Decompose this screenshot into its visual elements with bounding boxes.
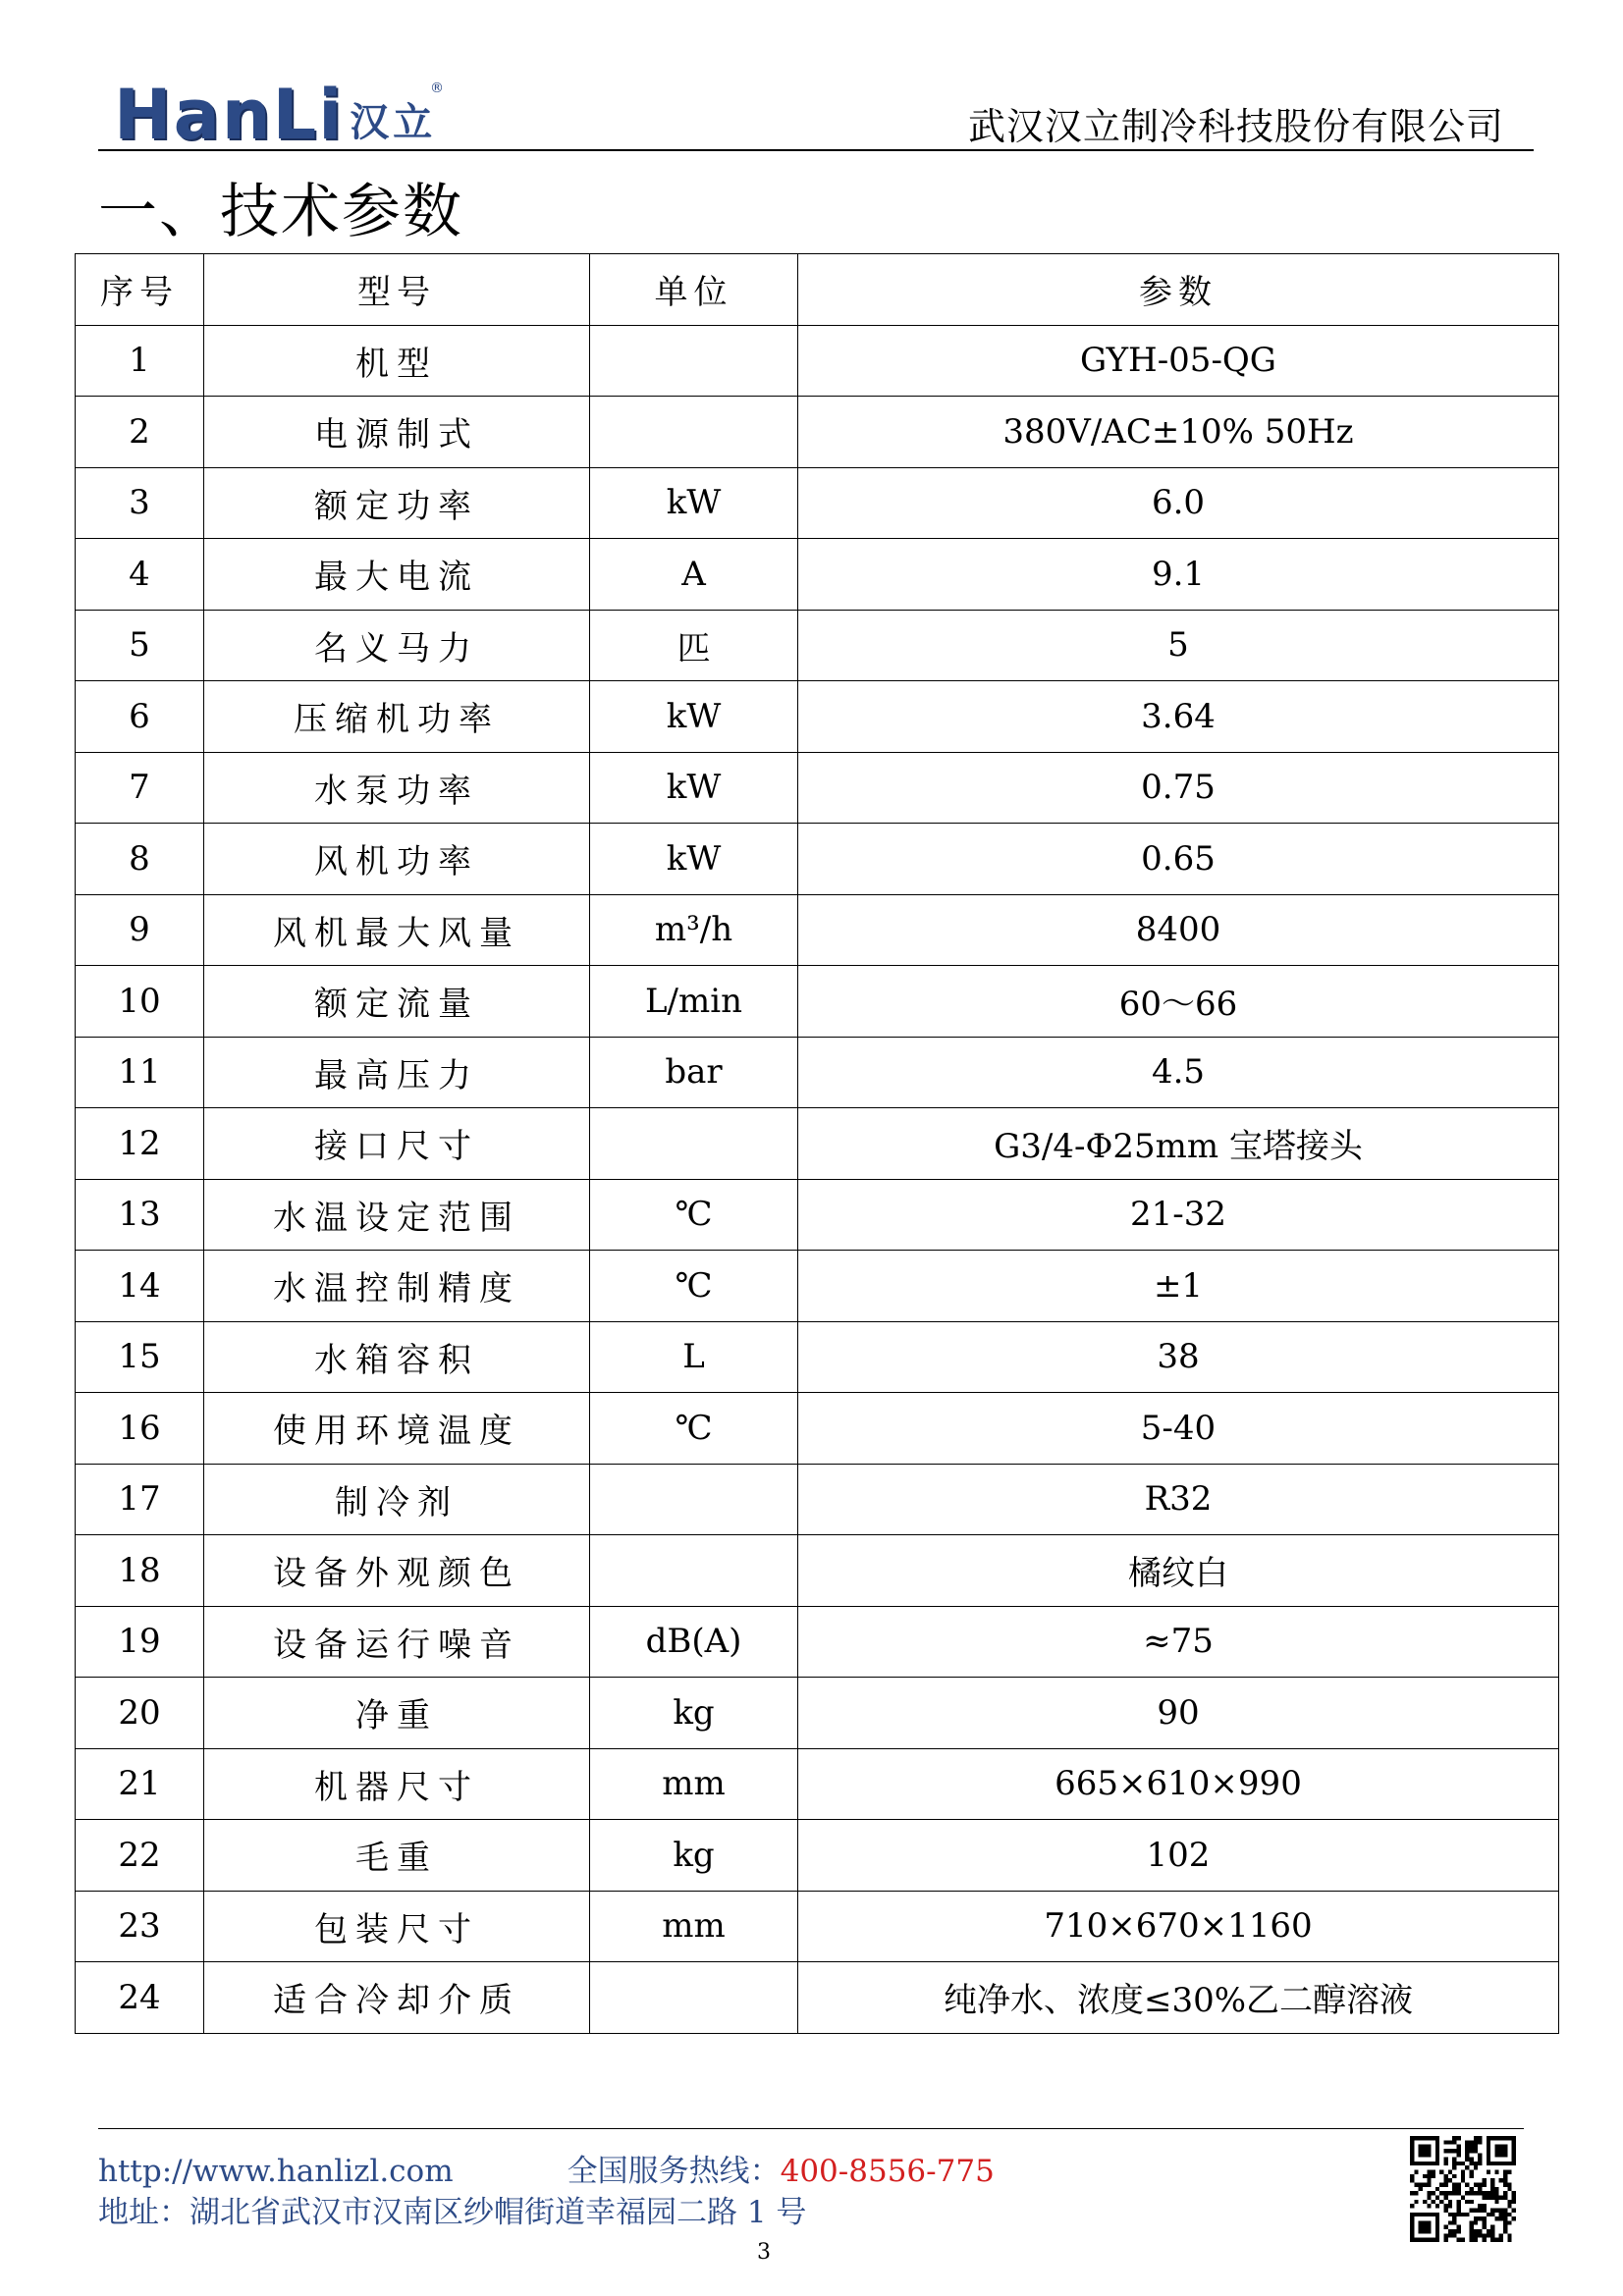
row-value: 0.75 [798,752,1559,824]
row-model: 压缩机功率 [204,681,590,753]
row-value: G3/4-Φ25mm 宝塔接头 [798,1108,1559,1180]
hanli-logo [114,75,437,155]
row-model: 净重 [204,1678,590,1749]
row-value: 9.1 [798,539,1559,611]
row-value: 38 [798,1321,1559,1393]
row-index: 15 [76,1321,204,1393]
table-row [76,1891,1559,1962]
row-model: 额定功率 [204,467,590,539]
row-model: 最高压力 [204,1037,590,1108]
row-model: 水箱容积 [204,1321,590,1393]
parameter-table [75,253,1559,2034]
row-model: 风机最大风量 [204,894,590,966]
row-index: 3 [76,467,204,539]
row-model: 水温设定范围 [204,1179,590,1251]
table-row [76,1393,1559,1465]
row-unit [590,1535,798,1607]
row-value: 3.64 [798,681,1559,753]
row-model: 风机功率 [204,824,590,895]
hotline-number: 400-8556-775 [780,2154,995,2189]
row-index: 10 [76,966,204,1038]
row-unit: mm [590,1748,798,1820]
header-index: 序号 [76,254,204,326]
row-index: 20 [76,1678,204,1749]
row-model: 水泵功率 [204,752,590,824]
registered-mark: ® [430,80,444,96]
row-index: 6 [76,681,204,753]
row-index: 24 [76,1962,204,2034]
row-unit: L/min [590,966,798,1038]
row-model: 机型 [204,325,590,397]
row-index: 11 [76,1037,204,1108]
row-index: 21 [76,1748,204,1820]
row-value: 6.0 [798,467,1559,539]
row-value: 5 [798,610,1559,681]
row-index: 16 [76,1393,204,1465]
row-value: ±1 [798,1251,1559,1322]
row-unit [590,397,798,468]
row-unit: 匹 [590,610,798,681]
row-unit: m³/h [590,894,798,966]
row-value: 380V/AC±10% 50Hz [798,397,1559,468]
row-unit: dB(A) [590,1606,798,1678]
table-row [76,325,1559,397]
row-unit: kg [590,1820,798,1892]
company-name: 武汉汉立制冷科技股份有限公司 [967,105,1504,148]
table-row [76,894,1559,966]
row-unit: kW [590,752,798,824]
row-value: 21-32 [798,1179,1559,1251]
row-model: 额定流量 [204,966,590,1038]
row-unit: ℃ [590,1251,798,1322]
row-unit: kW [590,824,798,895]
row-unit: bar [590,1037,798,1108]
section-title: 一、技术参数 [98,178,463,246]
row-index: 7 [76,752,204,824]
table-row [76,610,1559,681]
row-model: 制冷剂 [204,1464,590,1535]
header-unit: 单位 [590,254,798,326]
row-model: 水温控制精度 [204,1251,590,1322]
row-unit: L [590,1321,798,1393]
table-row [76,966,1559,1038]
row-model: 使用环境温度 [204,1393,590,1465]
table-row [76,539,1559,611]
row-unit: mm [590,1891,798,1962]
table-row [76,467,1559,539]
row-model: 最大电流 [204,539,590,611]
qr-code-icon [1410,2136,1516,2242]
row-index: 9 [76,894,204,966]
row-unit [590,1962,798,2034]
row-unit: ℃ [590,1179,798,1251]
table-row [76,1179,1559,1251]
table-row [76,1464,1559,1535]
row-index: 23 [76,1891,204,1962]
hotline-label: 全国服务热线： [567,2154,781,2189]
row-value: GYH-05-QG [798,325,1559,397]
table-row [76,1251,1559,1322]
row-index: 17 [76,1464,204,1535]
row-index: 5 [76,610,204,681]
row-index: 13 [76,1179,204,1251]
table-row [76,1962,1559,2034]
row-value: 710×670×1160 [798,1891,1559,1962]
table-row [76,681,1559,753]
row-index: 18 [76,1535,204,1607]
table-row [76,824,1559,895]
row-value: 纯净水、浓度≤30%乙二醇溶液 [798,1962,1559,2034]
row-value: 60～66 [798,966,1559,1038]
table-row [76,1535,1559,1607]
header-model: 型号 [204,254,590,326]
row-value: 0.65 [798,824,1559,895]
row-model: 名义马力 [204,610,590,681]
table-header-row [76,254,1559,326]
page-header [98,71,1534,155]
table-row [76,1820,1559,1892]
logo-chinese-text: 汉立 [350,100,437,145]
row-value: R32 [798,1464,1559,1535]
header-value: 参数 [798,254,1559,326]
row-index: 4 [76,539,204,611]
row-value: 102 [798,1820,1559,1892]
row-model: 电源制式 [204,397,590,468]
row-value: 665×610×990 [798,1748,1559,1820]
row-value: ≈75 [798,1606,1559,1678]
row-unit [590,1108,798,1180]
table-body [76,325,1559,2033]
table-row [76,1748,1559,1820]
row-unit: kW [590,681,798,753]
row-unit: kW [590,467,798,539]
logo-latin-text: HanLi [114,75,345,155]
row-index: 22 [76,1820,204,1892]
footer-address: 地址：湖北省武汉市汉南区纱帽街道幸福园二路 1 号 [98,2195,807,2230]
row-value: 4.5 [798,1037,1559,1108]
row-value: 橘纹白 [798,1535,1559,1607]
row-model: 接口尺寸 [204,1108,590,1180]
row-model: 适合冷却介质 [204,1962,590,2034]
table-row [76,752,1559,824]
header-divider [98,149,1534,151]
table-row [76,1321,1559,1393]
table-row [76,1606,1559,1678]
row-unit: ℃ [590,1393,798,1465]
table-row [76,397,1559,468]
row-model: 包装尺寸 [204,1891,590,1962]
row-value: 8400 [798,894,1559,966]
footer-contact-line [98,2146,995,2190]
row-index: 8 [76,824,204,895]
row-index: 14 [76,1251,204,1322]
row-index: 1 [76,325,204,397]
row-value: 90 [798,1678,1559,1749]
row-unit: A [590,539,798,611]
footer-divider [98,2128,1524,2129]
table-row [76,1678,1559,1749]
table-row [76,1108,1559,1180]
row-unit: kg [590,1678,798,1749]
row-index: 19 [76,1606,204,1678]
row-model: 设备运行噪音 [204,1606,590,1678]
row-unit [590,325,798,397]
row-index: 2 [76,397,204,468]
row-index: 12 [76,1108,204,1180]
row-unit [590,1464,798,1535]
row-model: 设备外观颜色 [204,1535,590,1607]
page-number: 3 [757,2240,771,2265]
row-model: 机器尺寸 [204,1748,590,1820]
row-value: 5-40 [798,1393,1559,1465]
website-link[interactable]: http://www.hanlizl.com [98,2154,454,2189]
row-model: 毛重 [204,1820,590,1892]
table-row [76,1037,1559,1108]
